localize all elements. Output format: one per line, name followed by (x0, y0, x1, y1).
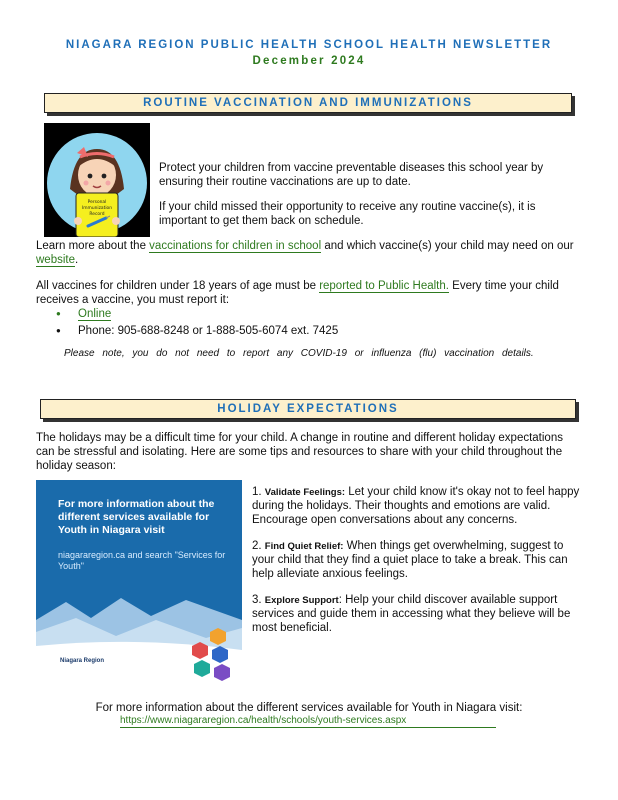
holiday-tips (252, 485, 588, 635)
tip-heading: Find Quiet Relief: (264, 541, 344, 553)
holiday-intro: The holidays may be a difficult time for your child. A change in routine and different holiday expectations can be stressful and isolating. Here are some tips and resources to share with your child throughout the holiday season: (36, 432, 563, 473)
tip-1 (252, 485, 588, 527)
covid-flu-note: Please note, you do not need to report any COVID-19 or influenza (flu) vaccination details. (64, 348, 534, 359)
reporting-suffix: Every time your child receives a vaccine, you must report it: (36, 280, 559, 307)
holiday-banner (40, 399, 576, 419)
list-item (52, 307, 552, 321)
reporting-prefix: All vaccines for children under 18 years of age must be (36, 280, 320, 292)
vaccinations-link[interactable]: vaccinations for children in school (149, 240, 322, 252)
svg-text:Personal: Personal (87, 200, 107, 205)
vaccination-para-1: Protect your children from vaccine preventable diseases this school year by ensuring their routine vaccinations are up to date. (159, 162, 544, 189)
learn-more-paragraph (36, 239, 584, 267)
learn-more-middle: and which vaccine(s) your child may need on our (321, 240, 574, 252)
list-item (52, 324, 552, 338)
website-link[interactable]: website (36, 254, 75, 267)
footer-link-wrap (120, 715, 496, 728)
tip-text: When things get overwhelming, suggest to your child that they find a quiet place to take a break. This can help alleviate anxious feelings. (252, 540, 568, 581)
reported-to-public-health-link[interactable]: reported to Public Health. (319, 280, 449, 292)
service-hexagon-icons (186, 626, 236, 682)
tip-heading: Explore Support (264, 595, 339, 607)
tip-number: 3. (252, 594, 262, 607)
poster-subtext: niagararegion.ca and search "Services for Youth" (58, 550, 226, 572)
child-with-record-icon (44, 123, 150, 237)
tip-number: 1. (252, 486, 262, 498)
footer-text: For more information about the different services available for Youth in Niagara visit: (95, 702, 523, 714)
poster-headline: For more information about the different services available for Youth in Niagara visit (58, 498, 215, 537)
vaccination-banner (44, 93, 572, 113)
vaccination-para-2: If your child missed their opportunity to receive any routine vaccine(s), it is important to get them back on schedule. (159, 201, 536, 228)
online-report-link[interactable]: Online (78, 308, 112, 320)
learn-more-prefix: Learn more about the (36, 240, 150, 252)
svg-text:Immunization: Immunization (81, 206, 113, 211)
immunization-illustration (44, 123, 150, 237)
tip-text: : Help your child discover available support services and guide them in accessing what they believe will be most beneficial. (252, 594, 571, 635)
phone-number: Phone: 905-688-8248 or 1-888-505-6074 ext. 7425 (78, 325, 339, 338)
report-options-list (52, 307, 552, 338)
youth-services-link[interactable]: https://www.niagararegion.ca/health/schools/youth-services.aspx (120, 715, 496, 728)
newsletter-date: December 2024 (252, 55, 366, 67)
svg-text:Record: Record (89, 212, 105, 217)
newsletter-title: NIAGARA REGION PUBLIC HEALTH SCHOOL HEALTH NEWSLETTER (65, 39, 553, 51)
reporting-paragraph (36, 279, 584, 307)
tip-heading: Validate Feelings: (264, 487, 346, 498)
tip-text: Let your child know it's okay not to feel happy during the holidays. Their thoughts and emotions are valid. Encourage open conversations about any concerns. (252, 486, 580, 527)
vaccination-banner-title: ROUTINE VACCINATION AND IMMUNIZATIONS (143, 96, 473, 109)
holiday-banner-title: HOLIDAY EXPECTATIONS (217, 402, 399, 415)
tip-2 (252, 539, 588, 581)
tip-number: 2. (252, 540, 262, 553)
tip-3 (252, 593, 588, 635)
niagara-region-logo: Niagara Region (60, 658, 105, 664)
youth-services-poster (36, 480, 242, 686)
learn-more-suffix: . (75, 254, 79, 267)
